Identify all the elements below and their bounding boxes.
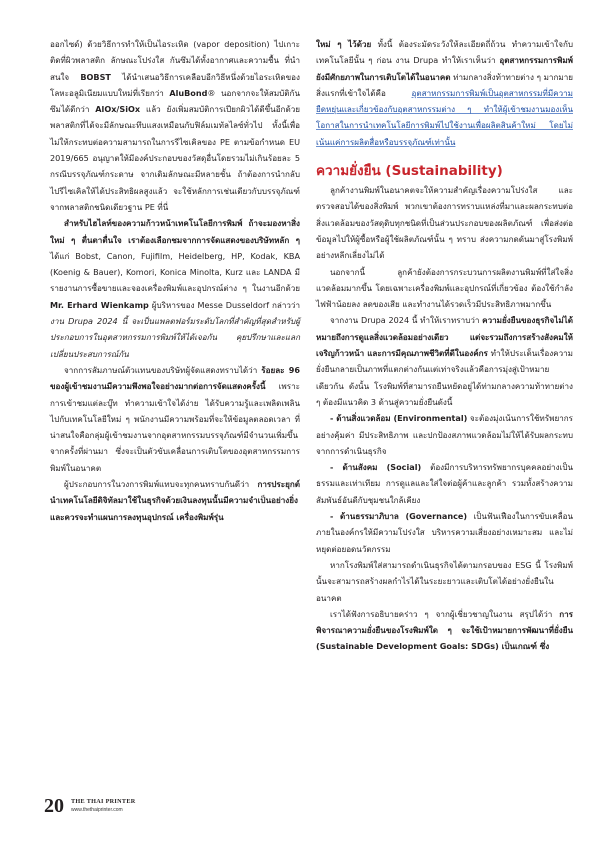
paragraph: [316, 312, 573, 410]
bullet-social: [316, 459, 573, 508]
text: จะต้องมุ่งเน้นการใช้ทรัพยากรอย่างคุ้มค่า มีประสิทธิภาพ และปกป้องสภาพแวดล้อมไม่ให้ได้รับผลกระทบจากการดำเนินธุรกิจ: [316, 413, 573, 456]
text-bold: ความยั่งยืนของธุรกิจไม่ได้หมายถึงการดูแลสิ่งแวดล้อมอย่างเดียว แต่จะรวมถึงการสร้างสังคมให้เจริญก้าวหน้า และการมีคุณภาพชีวิตที่ดีในองค์กร: [316, 315, 573, 359]
text: ได้นำเสนอวิธีการเคลือบอีกวิธีหนึ่งด้วยไอระเหิดของโลหะอลูมิเนียมแบบใหม่ที่เรียกว่า: [50, 71, 300, 98]
text-bold: การประยุกต์นำเทคโนโลยีดิจิทัลมาใช้ในธุรกิจด้วยเงินลงทุนนั้นมีความจำเป็นอย่างยิ่ง และควรจะทำแผนการลงทุนอุปกรณ์ เครื่องพิมพ์รุ่น: [50, 479, 300, 522]
text: แล้ว ยังเพิ่มสมบัติการเปียกผิวได้ดีขึ้นอีกด้วย พลาสติกที่ได้จะมีลักษณะทึบแสงเหมือนกับฟิล์มเมทัลไลซ์ทั่วไป ทั้งนี้เพื่อไม่ให้กระทบต่อความสามารถในการรีไซเคิลของ PE ตามข้อกำหนด EU 2019/665 อนุญาตให้มีองค์ประกอบของวัสดุอื่นโดยรวมไม่เกินร้อยละ 5 กรณีบรรจุภัณฑ์กระดาษ จากเดิมลักษณะมีหลายชั้น ถ้าต้องการนำกลับไปรีไซเคิลให้ได้ประสิทธิผลสูงแล้ว จะใช้หลักการเช่นเดียวกับบรรจุภัณฑ์จากพลาสติกชนิดเดียวฐาน PE ที่นี่: [50, 104, 300, 212]
paragraph: นอกจากนี้ ลูกค้ายังต้องการกระบวนการผลิตงานพิมพ์ที่ใส่ใจสิ่งแวดล้อมมากขึ้น โดยเฉพาะเครื่องพิมพ์และอุปกรณ์ที่เกี่ยวข้อง ต้องใช้กำลังไฟฟ้าน้อยลง ลดของเสีย และทำงานได้รวดเร็วมีประสิทธิภาพมากขึ้น: [316, 266, 573, 310]
text: เป็นฟันเฟืองในการขับเคลื่อนภายในองค์กรให้มีความโปร่งใส บริหารความเสี่ยงอย่างเหมาะสม และไม่หยุดต่อยอดนวัตกรรม: [316, 511, 573, 554]
text: ทำให้ประเด็นเรื่องความยั่งยืนกลายเป็นภาพที่แตกต่างกันแต่เท่าจริงแล้วคือการมุ่งสู่เป้าหมายเดียวกัน ดังนั้น โรงพิมพ์ที่สามารถยืนหยัดอยู่ได้ท่ามกลางความท้าทายต่าง ๆ ต้องมีแนวคิด 3 ด้านสู่ความยั่งยืนดังนี้: [316, 348, 573, 407]
paragraph: [316, 606, 573, 655]
page-number: 20: [44, 795, 64, 817]
text: ® นอกจากจะให้สมบัติกันซึมได้ดีกว่า: [50, 87, 300, 115]
bullet-governance: [316, 508, 573, 557]
text: ออกไซด์) ด้วยวิธีการทำให้เป็นไอระเหิด (vapor deposition) ไปเกาะติดที่ผิวพลาสติก ลักษณะโปร่งใส กันซึมได้ทั้งอากาศและความชื้น ที่นำสนใจ: [50, 39, 300, 82]
text: เราได้ฟังการอธิบายคร่าว ๆ จากผู้เชี่ยวชาญในงาน สรุปได้ว่า: [330, 608, 560, 619]
text: จากงาน Drupa 2024 นี้ ทำให้เราทราบว่า: [330, 315, 483, 326]
paragraph: ลูกค้างานพิมพ์ในอนาคตจะให้ความสำคัญเรื่องความโปร่งใส และตรวจสอบได้ของสิ่งพิมพ์ พวกเขาต้องการทราบแหล่งที่มาและผลกระทบต่อสิ่งแวดล้อมของวัสดุดิบทุกชนิดที่เป็นส่วนประกอบของผลิตภัณฑ์ เพื่อส่งต่อข้อมูลไปให้ผู้ซื้อหรือผู้ใช้ผลิตภัณฑ์นั้น ๆ ทราบ ส่งความกดดันมาสู่โรงพิมพ์อย่างหลีกเลี่ยงไม่ได้: [316, 185, 573, 261]
magazine-brand: THE THAI PRINTER: [71, 798, 136, 805]
text-bold: AlOx/SiOx: [95, 104, 141, 115]
paragraph: [50, 215, 300, 362]
bullet-heading: - ด้านธรรมาภิบาล (Governance): [330, 511, 468, 522]
paragraph: [316, 36, 573, 150]
text-bold: ร้อยละ 96 ของผู้เข้าชมงานมีความพึงพอใจอย่างมากต่อการจัดแสดงครั้งนี้: [50, 364, 301, 392]
highlight-text: อุตสาหกรรมการพิมพ์เป็นอุตสาหกรรมที่มีความยืดหยุ่นและเกี่ยวข้องกับอุตสาหกรรมต่าง ๆ ทำให้ผู้เข้าชมงานมองเห็นโอกาสในการนำเทคโนโลยีการพิมพ์ไปใช้งานเพื่อผลิตสินค้าใหม่ โดยไม่เน้นแค่การผลิตสื่อหรือบรรจุภัณฑ์เท่านั้น: [316, 87, 573, 147]
text: ผู้บริหารของ Messe Dusseldorf กล่าวว่า: [148, 299, 300, 310]
text-bold: อุตสาหกรรมการพิมพ์ยังมีศักยภาพในการเติบโตได้ในอนาคต: [316, 55, 573, 82]
paragraph: หากโรงพิมพ์ใส่สามารถดำเนินธุรกิจได้ตามกรอบของ ESG นี้ โรงพิมพ์นั้นจะสามารถสร้างผลกำไรได้ในระยะยาวและเติบโตได้อย่างยั่งยืนในอนาคต: [316, 559, 573, 603]
text-bold: Mr. Erhard Wienkamp: [50, 299, 149, 310]
paragraph: [50, 362, 300, 476]
text: ทั้งนี้ ต้องระมัดระวังให้ละเอียดถี่ถ้วน ทำความเข้าใจกับเทคโนโลยีนั้น ๆ ก่อน งาน Drupa ทำให้เราเห็นว่า: [316, 39, 573, 66]
section-title: ความยั่งยืน (Sustainability): [316, 163, 503, 180]
text-bold: BOBST: [80, 71, 111, 82]
text-bold: AluBond: [169, 87, 208, 98]
text-bold: ใหม่ ๆ ไว้ด้วย: [316, 39, 372, 49]
page-footer: [44, 794, 244, 824]
paragraph: [50, 476, 300, 525]
bullet-environmental: [316, 410, 573, 459]
bullet-heading: - ด้านสังคม (Social): [330, 462, 422, 473]
text: เพราะการเข้าชมแต่ละบู๊ท ทำความเข้าใจได้ง่าย ได้รับความรู้และเพลิดเพลินไปกับเทคโนโลยีใหม่ ๆ พนักงานมีความพร้อมที่จะให้ข้อมูลตลอดเวลา ที่น่าสนใจคือกลุ่มผู้เข้าชมงานจากอุตสาหกรรมบรรจุภัณฑ์มีจำนวนเพิ่มขึ้นจากครั้งที่ผ่านมา ซึ่งจะเป็นตัวขับเคลื่อนการเติบโตของอุตสาหกรรมการพิมพ์ในอนาคต: [50, 381, 300, 473]
text-bold: การพิจารณาความยั่งยืนของโรงพิมพ์ใด ๆ จะใช้เป้าหมายการพัฒนาที่ยั่งยืน (Sustainable Development Goals: SDGs) เป็นเกณฑ์ ซึ่ง: [316, 608, 573, 652]
text-bold: สำหรับไฮไลท์ของความก้าวหน้าเทคโนโลยีการพิมพ์ ถ้าจะมองหาสิ่งใหม่ ๆ ตื่นตาตื่นใจ เราต้องเลือกชมจากการจัดแสดงของบริษัทหลัก ๆ: [50, 218, 300, 245]
text: ท่ามกลางสิ่งท้าทายต่าง ๆ มากมาย สิ่งแรกที่เข้าใจได้คือ: [316, 71, 573, 98]
text: จากการสัมภาษณ์ตัวแทนของบริษัทผู้จัดแสดงทราบได้ว่า: [64, 364, 262, 375]
right-column: [316, 36, 573, 655]
magazine-website: www.thethaiprinter.com: [71, 807, 123, 813]
bullet-heading: - ด้านสิ่งแวดล้อม (Environmental): [330, 413, 468, 424]
text: ต้องมีการบริหารทรัพยากรบุคคลอย่างเป็นธรรมและเท่าเทียม การดูแลและใส่ใจต่อผู้ค้าและลูกค้า รวมทั้งสร้างความสัมพันธ์อันดีกับชุมชนใกล้เคียง: [316, 462, 573, 505]
text: ผู้ประกอบการในวงการพิมพ์แทบจะทุกคนทราบกันดีว่า: [64, 479, 258, 490]
text: ได้แก่ Bobst, Canon, Fujifilm, Heidelberg, HP, Kodak, KBA (Koenig & Bauer), Komori, Konica Minolta, Kurz และ LANDA มีรายงานการซื้อขายและจองเครื่องพิมพ์และอุปกรณ์ต่าง ๆ ในงานอีกด้วย: [50, 250, 300, 294]
paragraph: [50, 36, 300, 215]
text-italic: งาน Drupa 2024 นี้ จะเป็นแพลตฟอร์มระดับโลกที่สำคัญที่สุดสำหรับผู้ประกอบการในอุตสาหกรรมการพิมพ์ให้ได้เจอกัน คุยปรึกษาและแลกเปลี่ยนประสบการณ์กัน: [50, 316, 300, 359]
left-column: [50, 36, 300, 525]
